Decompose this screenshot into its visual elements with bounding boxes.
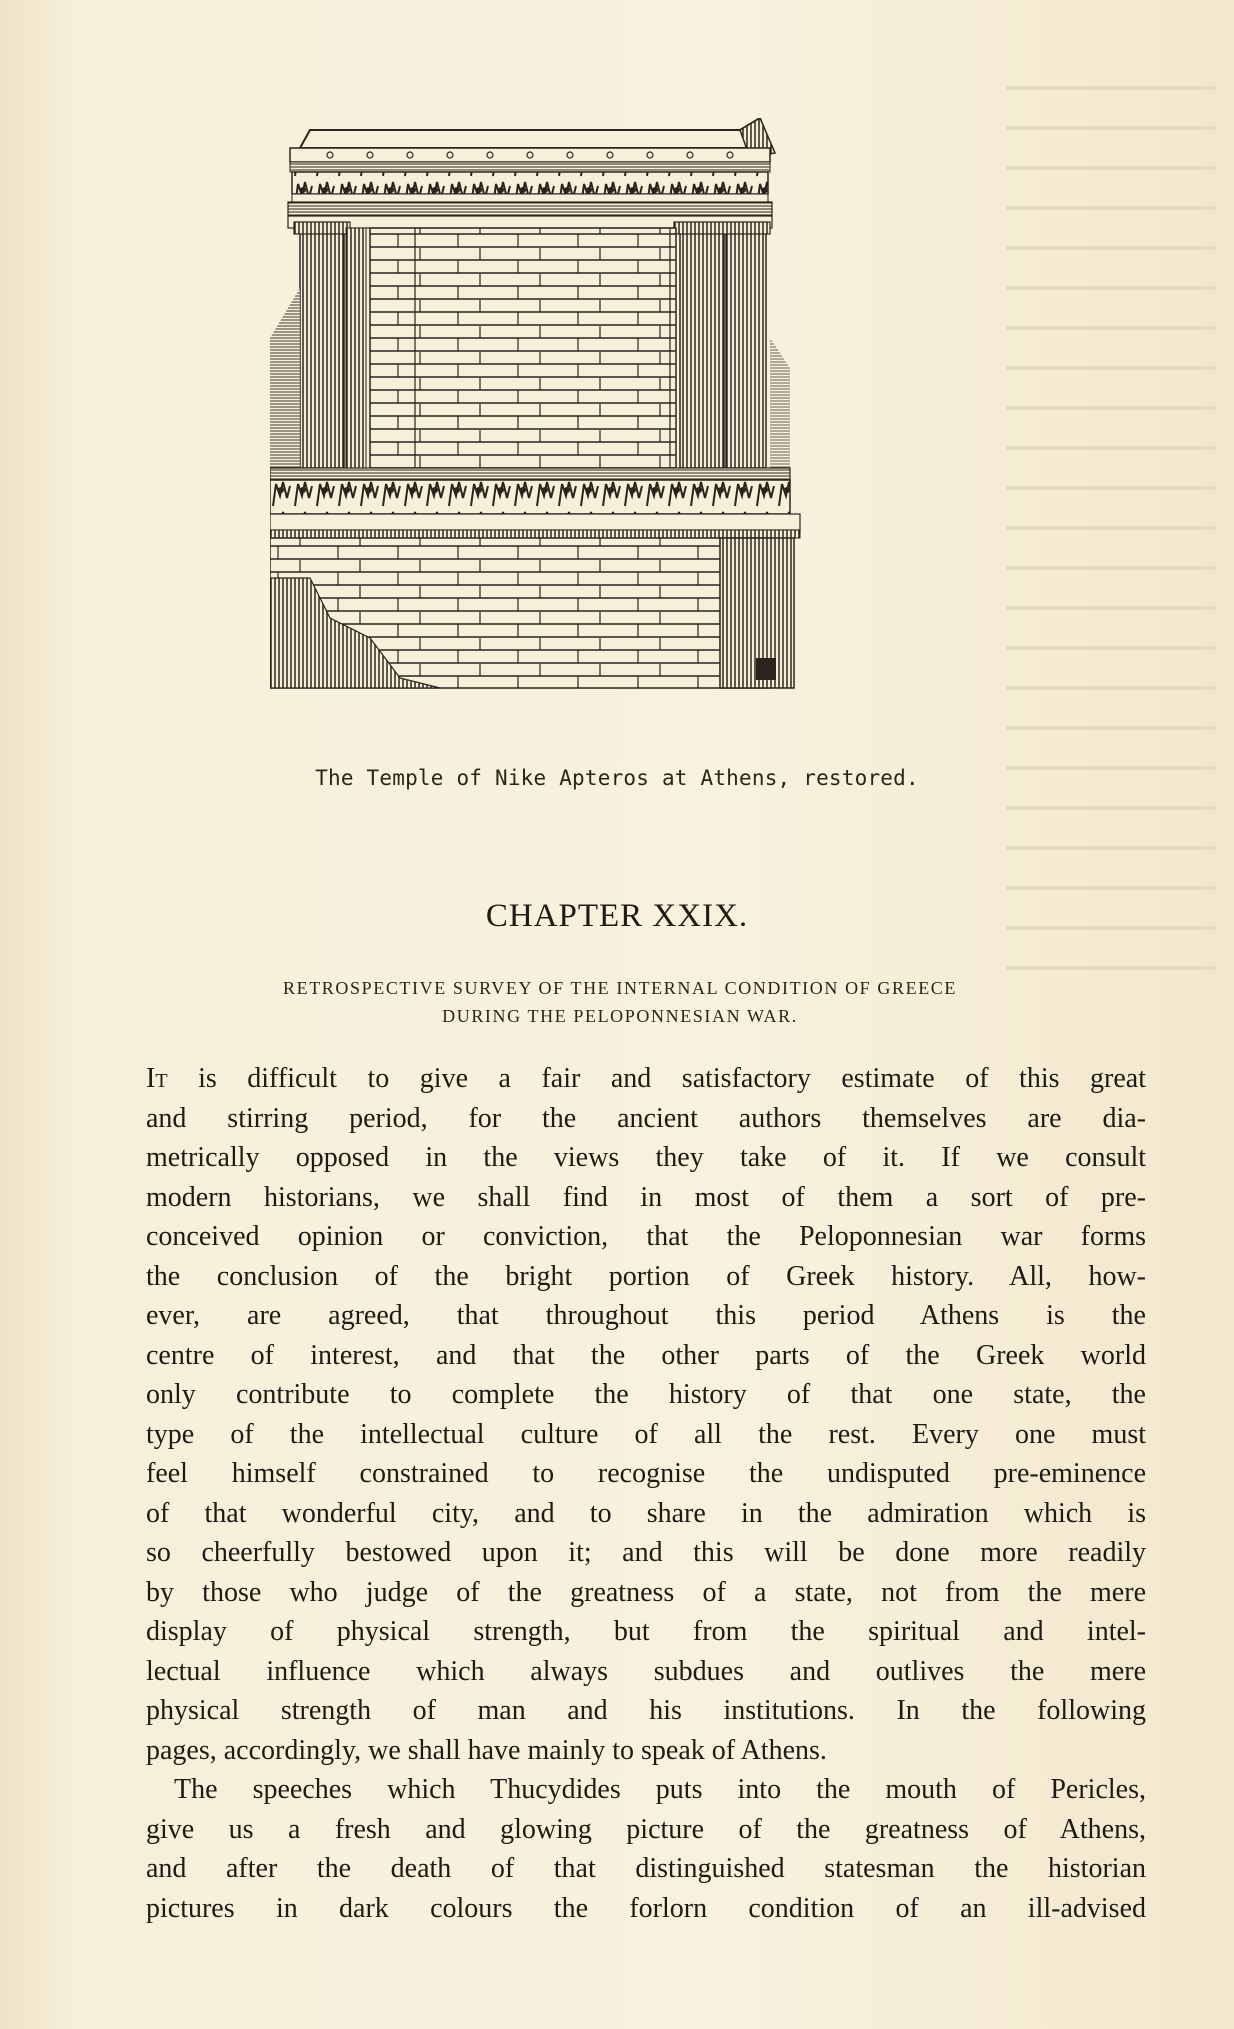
temple-engraving bbox=[270, 118, 1030, 738]
text-line: metrically opposed in the views they take of it. If we consult bbox=[146, 1142, 1146, 1173]
text-line: modern historians, we shall find in most of them a sort of pre- bbox=[146, 1181, 1146, 1213]
chapter-heading: CHAPTER XXIX. bbox=[485, 898, 749, 934]
subtitle-line: DURING THE PELOPONNESIAN WAR. bbox=[442, 1005, 798, 1026]
text-line: centre of interest, and that the other parts of the Greek world bbox=[146, 1339, 1146, 1371]
text-line: type of the intellectual culture of all the rest. Every one must bbox=[146, 1418, 1146, 1450]
subtitle-line: RETROSPECTIVE SURVEY OF THE INTERNAL CONDITION OF GREECE bbox=[283, 978, 957, 998]
text-line: so cheerfully bestowed upon it; and this will be done more readily bbox=[146, 1537, 1146, 1568]
text-line: only contribute to complete the history of that one state, the bbox=[146, 1379, 1146, 1410]
text-line: pages, accordingly, we shall have mainly to speak of Athens. bbox=[146, 1734, 827, 1766]
text-line: the conclusion of the bright portion of Greek history. All, how- bbox=[146, 1260, 1146, 1292]
text-line: conceived opinion or conviction, that the Peloponnesian war forms bbox=[146, 1221, 1146, 1252]
text-line: pictures in dark colours the forlorn condition of an ill-advised bbox=[146, 1892, 1146, 1924]
text-line: physical strength of man and his institutions. In the following bbox=[146, 1695, 1146, 1726]
text-line: It is difficult to give a fair and satisfactory estimate of this great bbox=[146, 1063, 1146, 1094]
text-line: by those who judge of the greatness of a state, not from the mere bbox=[146, 1576, 1146, 1608]
text-line: and stirring period, for the ancient authors themselves are dia- bbox=[146, 1102, 1146, 1134]
chapter-subtitle bbox=[140, 975, 1100, 1031]
text-line: give us a fresh and glowing picture of the greatness of Athens, bbox=[146, 1813, 1146, 1845]
text-line: ever, are agreed, that throughout this period Athens is the bbox=[146, 1300, 1146, 1331]
figure-caption: The Temple of Nike Apteros at Athens, restored. bbox=[315, 766, 919, 790]
text-line: lectual influence which always subdues and outlives the mere bbox=[146, 1655, 1146, 1687]
text-line: display of physical strength, but from the spiritual and intel- bbox=[146, 1616, 1146, 1647]
text-line: The speeches which Thucydides puts into the mouth of Pericles, bbox=[174, 1774, 1146, 1805]
bleed-through-shadow bbox=[1006, 60, 1216, 980]
text-line: of that wonderful city, and to share in the admiration which is bbox=[146, 1497, 1146, 1529]
text-line: and after the death of that distinguished statesman the historian bbox=[146, 1853, 1146, 1884]
text-line: feel himself constrained to recognise the undisputed pre-eminence bbox=[146, 1458, 1146, 1489]
drop-word: It bbox=[146, 1063, 168, 1094]
chapter-body bbox=[146, 1059, 1146, 1928]
